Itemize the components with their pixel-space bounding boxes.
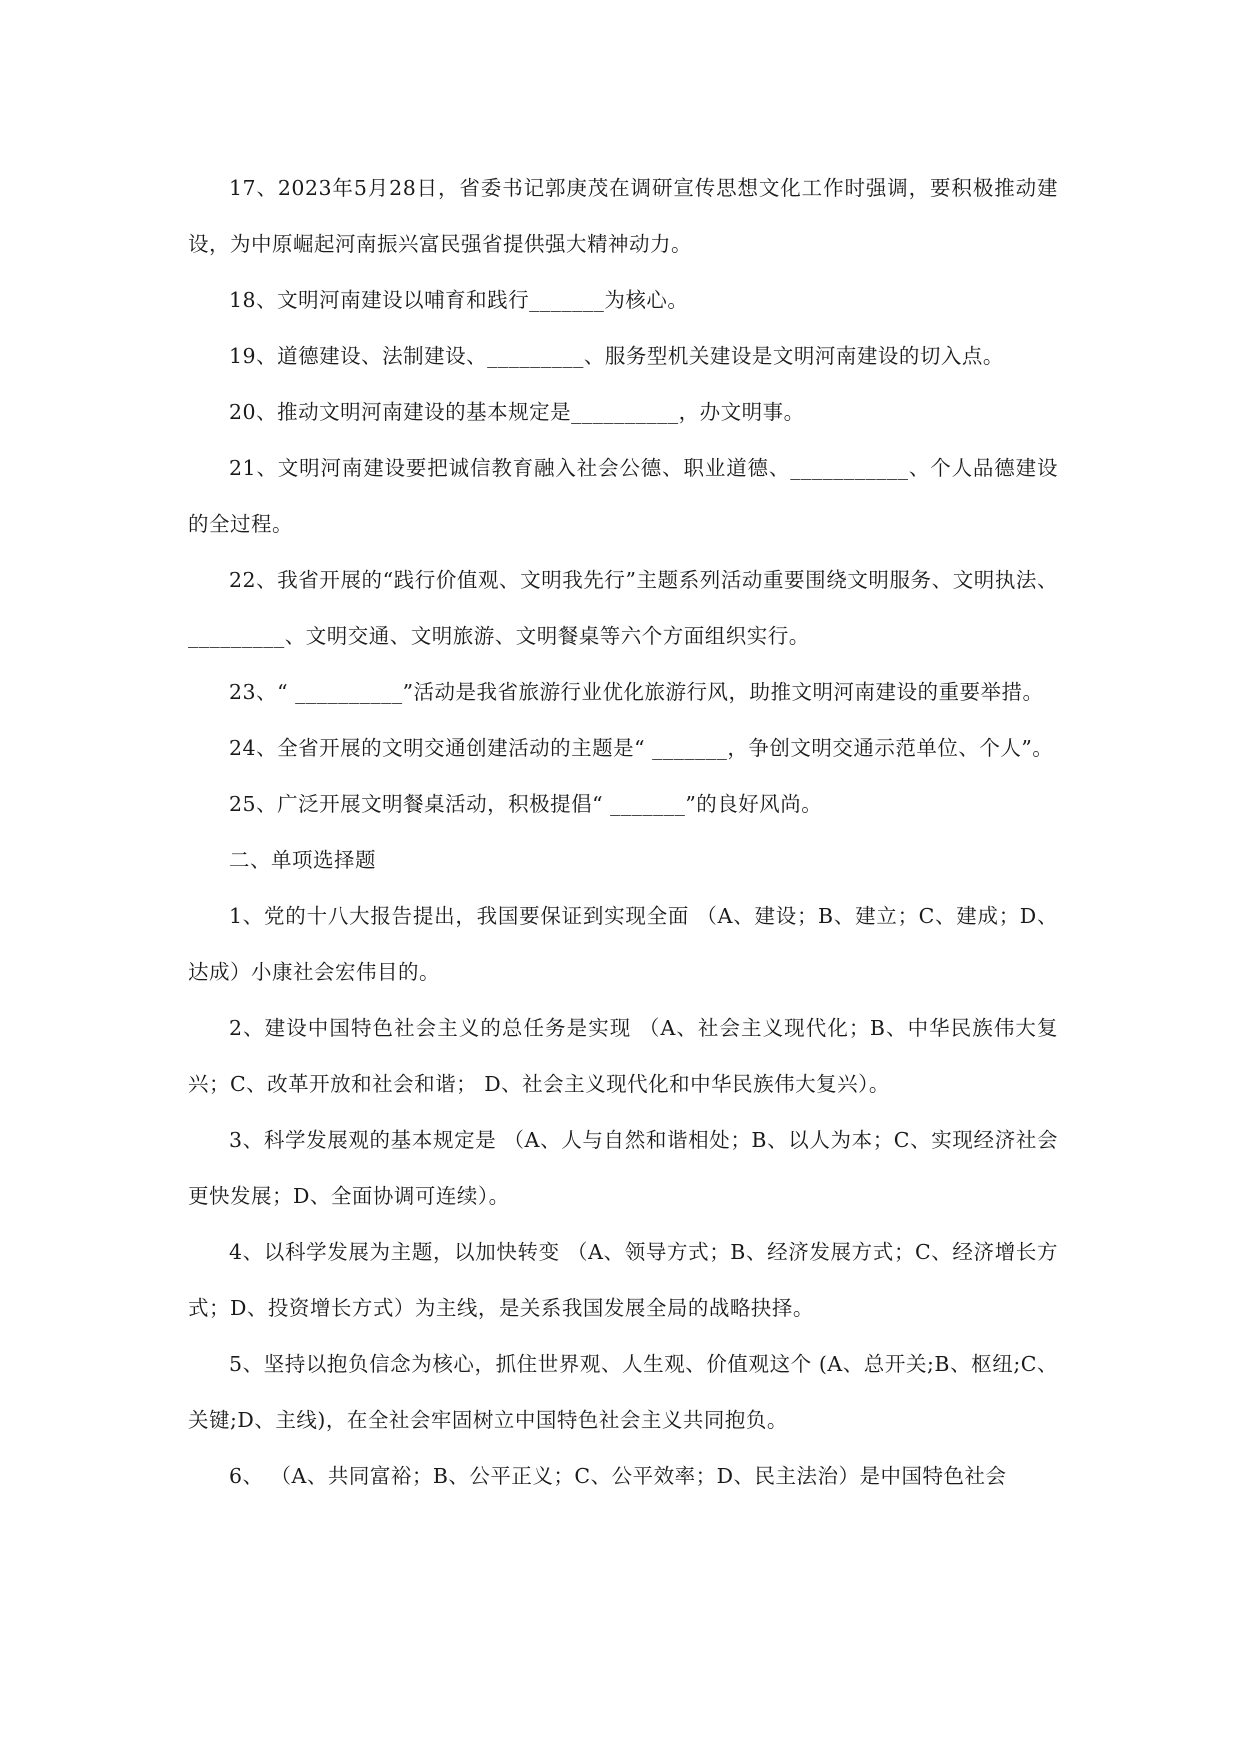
question-18: 18、文明河南建设以哺育和践行_______为核心。: [229, 288, 689, 312]
question-17: 17、2023年5月28日，省委书记郭庚茂在调研宣传思想文化工作时强调，要积极推动建设，为中原崛起河南振兴富民强省提供强大精神动力。: [188, 176, 1058, 256]
choice-question-4: 4、以科学发展为主题，以加快转变 （A、领导方式；B、经济发展方式；C、经济增长方式；D、投资增长方式）为主线，是关系我国发展全局的战略抉择。: [188, 1240, 1058, 1320]
question-25: 25、广泛开展文明餐桌活动，积极提倡“ _______”的良好风尚。: [229, 792, 823, 816]
choice-question-1: 1、党的十八大报告提出，我国要保证到实现全面 （A、建设；B、建立；C、建成；D、达成）小康社会宏伟目的。: [188, 904, 1058, 984]
choice-question-3: 3、科学发展观的基本规定是 （A、人与自然和谐相处；B、以人为本；C、实现经济社会更快发展；D、全面协调可连续）。: [188, 1128, 1058, 1208]
question-19: 19、道德建设、法制建设、_________、服务型机关建设是文明河南建设的切入点。: [229, 344, 1004, 368]
choice-question-5: 5、坚持以抱负信念为核心，抓住世界观、人生观、价值观这个 (A、总开关;B、枢纽;C、关键;D、主线)，在全社会牢固树立中国特色社会主义共同抱负。: [188, 1352, 1058, 1432]
document-body: [188, 160, 1058, 1504]
question-23: 23、“ __________”活动是我省旅游行业优化旅游行风，助推文明河南建设的重要举措。: [229, 680, 1044, 704]
question-21: 21、文明河南建设要把诚信教育融入社会公德、职业道德、___________、个人品德建设的全过程。: [188, 456, 1058, 536]
choice-question-2: 2、建设中国特色社会主义的总任务是实现 （A、社会主义现代化；B、中华民族伟大复兴；C、改革开放和社会和谐； D、社会主义现代化和中华民族伟大复兴）。: [188, 1016, 1058, 1096]
question-20: 20、推动文明河南建设的基本规定是__________，办文明事。: [229, 400, 805, 424]
section-heading-single-choice: 二、单项选择题: [229, 848, 376, 872]
question-24: 24、全省开展的文明交通创建活动的主题是“ _______，争创文明交通示范单位、个人”。: [229, 736, 1054, 760]
choice-question-6: 6、 （A、共同富裕；B、公平正义；C、公平效率；D、民主法治）是中国特色社会: [229, 1464, 1007, 1488]
question-22: 22、我省开展的“践行价值观、文明我先行”主题系列活动重要围绕文明服务、文明执法、_________、文明交通、文明旅游、文明餐桌等六个方面组织实行。: [188, 568, 1058, 648]
